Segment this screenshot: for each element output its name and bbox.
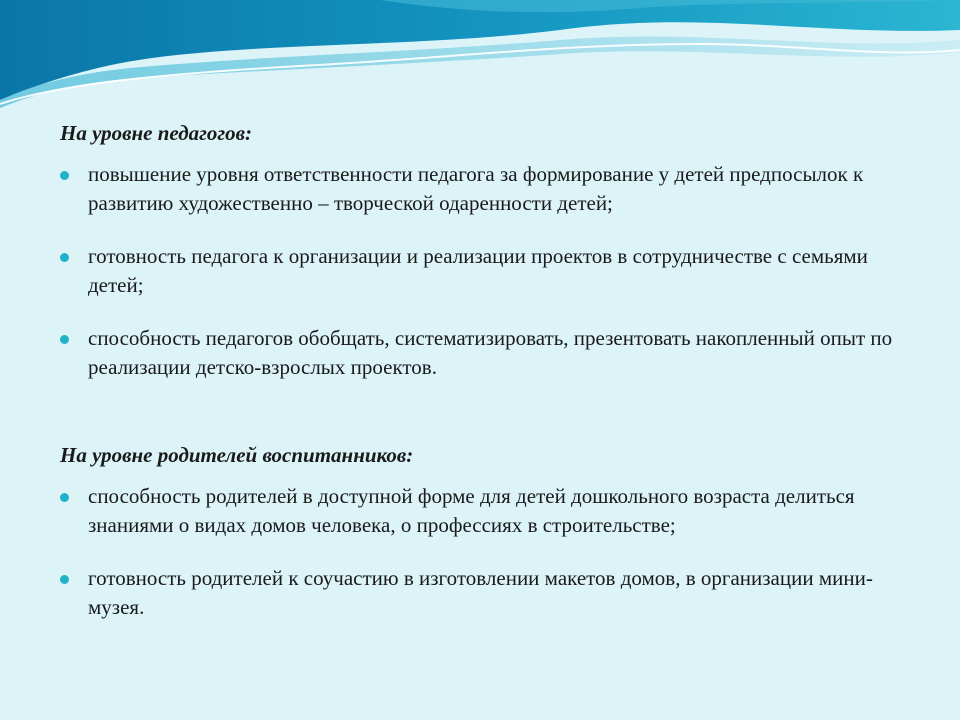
- list-item-text: повышение уровня ответственности педагога за формирование у детей предпосылок к развитию художественно – творческой одаренности детей;: [88, 162, 864, 215]
- heading-parents-level: На уровне родителей воспитанников:: [60, 443, 414, 467]
- list-item: [60, 242, 920, 300]
- list-item-text: способность родителей в доступной форме для детей дошкольного возраста делиться знаниями о видах домов человека, о профессиях в строительстве;: [88, 484, 855, 537]
- slide-content: [60, 118, 920, 646]
- parents-bullet-list: [60, 482, 920, 622]
- bullet-dot-icon: [60, 575, 69, 584]
- bullet-dot-icon: [60, 253, 69, 262]
- bullet-dot-icon: [60, 171, 69, 180]
- heading-teachers-level: На уровне педагогов:: [60, 121, 253, 145]
- list-item-text: готовность педагога к организации и реализации проектов в сотрудничестве с семьями детей;: [88, 244, 868, 297]
- list-item-text: готовность родителей к соучастию в изготовлении макетов домов, в организации мини-музея.: [88, 566, 873, 619]
- list-item: [60, 160, 920, 218]
- list-item: [60, 564, 920, 622]
- bullet-dot-icon: [60, 335, 69, 344]
- bullet-dot-icon: [60, 493, 69, 502]
- header-wave-decoration: [0, 0, 960, 120]
- list-item: [60, 482, 920, 540]
- list-item: [60, 324, 920, 382]
- list-item-text: способность педагогов обобщать, систематизировать, презентовать накопленный опыт по реализации детско-взрослых проектов.: [88, 326, 893, 379]
- teachers-bullet-list: [60, 160, 920, 382]
